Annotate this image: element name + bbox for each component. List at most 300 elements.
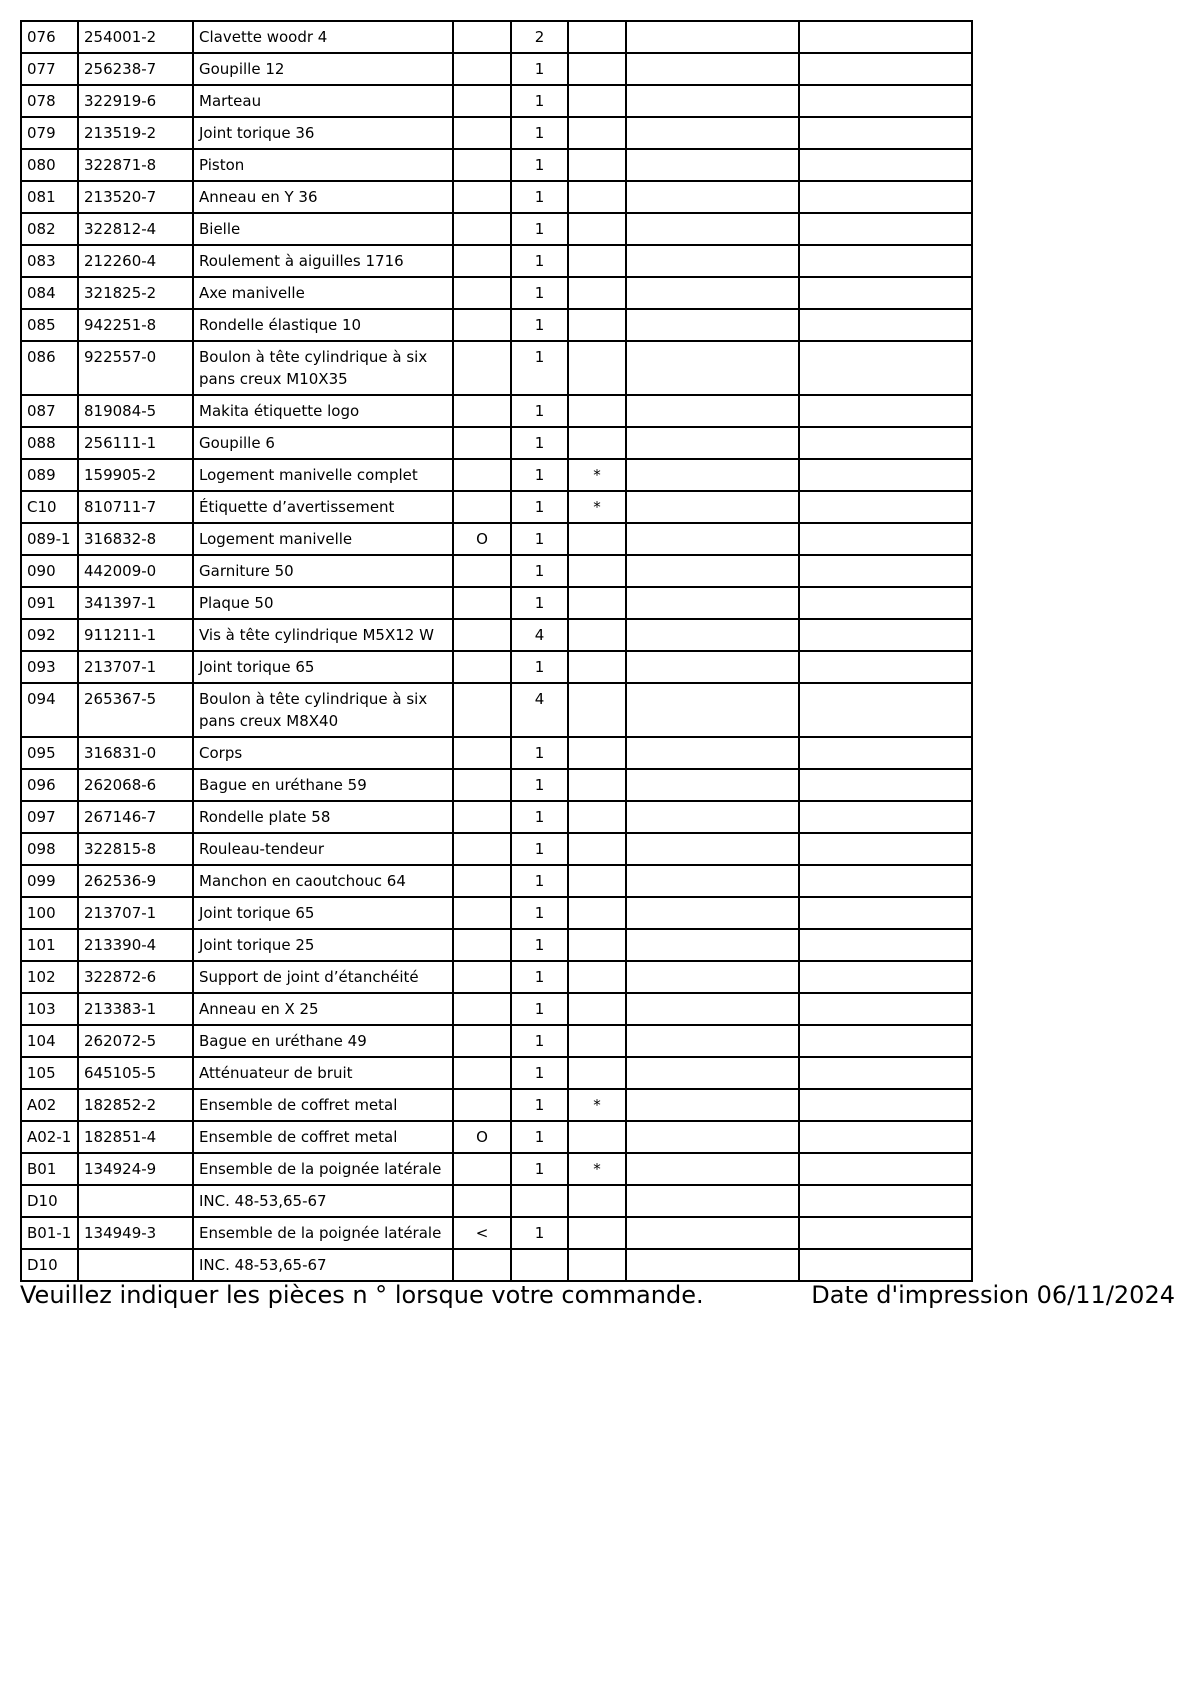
cell-empty [626,117,799,149]
cell-quantity: 1 [511,85,568,117]
parts-table-body [21,21,972,1281]
cell-note [568,555,626,587]
cell-empty [799,149,972,181]
cell-note [568,85,626,117]
cell-empty [799,737,972,769]
table-row [21,897,972,929]
cell-quantity: 4 [511,619,568,651]
cell-empty [626,1025,799,1057]
cell-quantity: 1 [511,1025,568,1057]
cell-empty [799,341,972,395]
cell-quantity: 1 [511,395,568,427]
cell-empty [626,245,799,277]
cell-description: Rondelle plate 58 [193,801,453,833]
cell-empty [626,277,799,309]
table-row [21,619,972,651]
cell-empty [799,491,972,523]
cell-part-number: 213383-1 [78,993,193,1025]
cell-item-no: 101 [21,929,78,961]
cell-note [568,309,626,341]
cell-empty [626,1121,799,1153]
cell-note [568,149,626,181]
cell-item-no: 104 [21,1025,78,1057]
table-row [21,929,972,961]
cell-description: Bague en uréthane 59 [193,769,453,801]
cell-empty [799,929,972,961]
cell-quantity [511,1249,568,1281]
cell-item-no: 083 [21,245,78,277]
cell-item-no: 081 [21,181,78,213]
cell-mark [453,181,511,213]
cell-empty [799,1249,972,1281]
cell-part-number: 134924-9 [78,1153,193,1185]
cell-description: Étiquette d’avertissement [193,491,453,523]
table-row [21,1217,972,1249]
cell-quantity: 1 [511,833,568,865]
cell-empty [799,117,972,149]
cell-empty [799,897,972,929]
cell-quantity: 1 [511,769,568,801]
cell-note [568,961,626,993]
cell-mark [453,459,511,491]
cell-part-number: 262068-6 [78,769,193,801]
parts-table [20,20,973,1282]
cell-empty [799,523,972,555]
cell-empty [799,213,972,245]
cell-empty [626,865,799,897]
cell-item-no: 079 [21,117,78,149]
footer-print-date: Date d'impression 06/11/2024 [811,1281,1175,1309]
cell-part-number: 182852-2 [78,1089,193,1121]
cell-item-no: 098 [21,833,78,865]
cell-note [568,651,626,683]
cell-item-no: 105 [21,1057,78,1089]
table-row [21,769,972,801]
table-row [21,801,972,833]
cell-quantity: 4 [511,683,568,737]
cell-mark [453,117,511,149]
cell-part-number: 213707-1 [78,897,193,929]
cell-note [568,993,626,1025]
cell-empty [626,459,799,491]
cell-item-no: A02 [21,1089,78,1121]
cell-quantity [511,1185,568,1217]
cell-empty [799,833,972,865]
cell-empty [626,523,799,555]
cell-note [568,1217,626,1249]
cell-part-number: 182851-4 [78,1121,193,1153]
cell-description: Ensemble de la poignée latérale [193,1217,453,1249]
cell-quantity: 1 [511,491,568,523]
cell-quantity: 1 [511,277,568,309]
cell-mark [453,1185,511,1217]
cell-part-number: 819084-5 [78,395,193,427]
cell-part-number [78,1185,193,1217]
cell-empty [799,1185,972,1217]
cell-empty [799,21,972,53]
cell-note: * [568,459,626,491]
table-row [21,993,972,1025]
cell-mark [453,555,511,587]
cell-mark [453,801,511,833]
cell-note [568,427,626,459]
cell-empty [626,929,799,961]
cell-empty [799,651,972,683]
table-row [21,277,972,309]
cell-empty [626,619,799,651]
cell-description: Rondelle élastique 10 [193,309,453,341]
cell-item-no: B01 [21,1153,78,1185]
cell-empty [626,993,799,1025]
cell-description: Atténuateur de bruit [193,1057,453,1089]
cell-part-number: 322815-8 [78,833,193,865]
cell-mark [453,833,511,865]
cell-note [568,395,626,427]
cell-note [568,213,626,245]
cell-empty [626,1217,799,1249]
cell-part-number: 213390-4 [78,929,193,961]
table-row [21,1185,972,1217]
cell-quantity: 1 [511,993,568,1025]
cell-part-number: 212260-4 [78,245,193,277]
table-row [21,1089,972,1121]
cell-description: Roulement à aiguilles 1716 [193,245,453,277]
cell-note [568,619,626,651]
cell-note [568,181,626,213]
cell-quantity: 1 [511,181,568,213]
cell-item-no: 095 [21,737,78,769]
cell-empty [626,897,799,929]
cell-part-number [78,1249,193,1281]
cell-mark [453,769,511,801]
cell-description: Manchon en caoutchouc 64 [193,865,453,897]
cell-description: Corps [193,737,453,769]
cell-quantity: 1 [511,245,568,277]
cell-mark [453,993,511,1025]
cell-item-no: 089 [21,459,78,491]
cell-part-number: 942251-8 [78,309,193,341]
cell-note: * [568,491,626,523]
cell-mark [453,1057,511,1089]
cell-mark [453,587,511,619]
cell-quantity: 1 [511,961,568,993]
cell-part-number: 911211-1 [78,619,193,651]
cell-description: Ensemble de coffret metal [193,1089,453,1121]
cell-item-no: D10 [21,1185,78,1217]
table-row [21,1025,972,1057]
cell-part-number: 265367-5 [78,683,193,737]
cell-note [568,1249,626,1281]
cell-empty [799,1057,972,1089]
cell-empty [626,149,799,181]
cell-empty [626,395,799,427]
cell-mark [453,865,511,897]
cell-quantity: 1 [511,309,568,341]
cell-part-number: 645105-5 [78,1057,193,1089]
cell-mark [453,683,511,737]
cell-item-no: 077 [21,53,78,85]
table-row [21,1249,972,1281]
cell-description: Goupille 12 [193,53,453,85]
cell-empty [626,427,799,459]
cell-part-number: 316832-8 [78,523,193,555]
cell-item-no: B01-1 [21,1217,78,1249]
cell-part-number: 322812-4 [78,213,193,245]
table-row [21,395,972,427]
cell-mark [453,1153,511,1185]
cell-empty [799,961,972,993]
cell-item-no: 099 [21,865,78,897]
cell-empty [799,801,972,833]
cell-description: Clavette woodr 4 [193,21,453,53]
cell-empty [626,587,799,619]
table-row [21,961,972,993]
cell-quantity: 1 [511,555,568,587]
cell-part-number: 262072-5 [78,1025,193,1057]
cell-quantity: 1 [511,865,568,897]
cell-item-no: 093 [21,651,78,683]
table-row [21,309,972,341]
cell-mark [453,961,511,993]
cell-mark [453,85,511,117]
table-row [21,491,972,523]
cell-quantity: 1 [511,523,568,555]
cell-mark [453,309,511,341]
cell-mark [453,1025,511,1057]
cell-mark [453,53,511,85]
cell-mark: O [453,523,511,555]
cell-mark [453,897,511,929]
cell-empty [626,1249,799,1281]
cell-empty [799,245,972,277]
cell-mark [453,491,511,523]
cell-mark [453,929,511,961]
cell-quantity: 1 [511,1089,568,1121]
cell-item-no: 089-1 [21,523,78,555]
cell-empty [799,1217,972,1249]
cell-empty [626,213,799,245]
table-row [21,117,972,149]
cell-part-number: 322871-8 [78,149,193,181]
cell-mark [453,619,511,651]
cell-quantity: 1 [511,587,568,619]
cell-note [568,1185,626,1217]
table-row [21,181,972,213]
cell-empty [626,833,799,865]
cell-item-no: 092 [21,619,78,651]
cell-part-number: 322872-6 [78,961,193,993]
cell-quantity: 1 [511,929,568,961]
cell-empty [626,769,799,801]
cell-empty [626,85,799,117]
cell-empty [626,555,799,587]
cell-part-number: 922557-0 [78,341,193,395]
cell-item-no: A02-1 [21,1121,78,1153]
cell-empty [799,459,972,491]
cell-part-number: 213520-7 [78,181,193,213]
cell-empty [799,1025,972,1057]
cell-empty [626,1153,799,1185]
cell-note [568,587,626,619]
cell-empty [799,993,972,1025]
cell-mark [453,651,511,683]
cell-item-no: 100 [21,897,78,929]
cell-item-no: 097 [21,801,78,833]
cell-description: Bielle [193,213,453,245]
cell-mark: O [453,1121,511,1153]
cell-empty [626,309,799,341]
cell-description: Logement manivelle [193,523,453,555]
cell-quantity: 1 [511,1217,568,1249]
cell-description: Anneau en X 25 [193,993,453,1025]
cell-empty [626,181,799,213]
cell-description: Rouleau-tendeur [193,833,453,865]
cell-mark [453,427,511,459]
cell-quantity: 2 [511,21,568,53]
table-row [21,523,972,555]
table-row [21,683,972,737]
cell-item-no: 076 [21,21,78,53]
cell-description: Bague en uréthane 49 [193,1025,453,1057]
cell-part-number: 442009-0 [78,555,193,587]
cell-quantity: 1 [511,737,568,769]
cell-note [568,865,626,897]
cell-part-number: 321825-2 [78,277,193,309]
cell-mark [453,213,511,245]
cell-part-number: 134949-3 [78,1217,193,1249]
cell-mark [453,341,511,395]
cell-note [568,1121,626,1153]
cell-description: Anneau en Y 36 [193,181,453,213]
cell-part-number: 267146-7 [78,801,193,833]
cell-item-no: 078 [21,85,78,117]
cell-empty [626,801,799,833]
cell-empty [799,181,972,213]
cell-mark [453,21,511,53]
cell-part-number: 254001-2 [78,21,193,53]
cell-item-no: 085 [21,309,78,341]
cell-empty [799,1153,972,1185]
cell-empty [799,683,972,737]
cell-empty [626,491,799,523]
table-row [21,1121,972,1153]
cell-description: Joint torique 65 [193,651,453,683]
cell-note: * [568,1089,626,1121]
table-row [21,865,972,897]
cell-note [568,737,626,769]
cell-note [568,833,626,865]
table-row [21,341,972,395]
cell-description: Ensemble de coffret metal [193,1121,453,1153]
cell-empty [799,769,972,801]
cell-part-number: 322919-6 [78,85,193,117]
cell-description: Marteau [193,85,453,117]
cell-note: * [568,1153,626,1185]
cell-part-number: 810711-7 [78,491,193,523]
cell-description: Joint torique 36 [193,117,453,149]
cell-item-no: 087 [21,395,78,427]
cell-note [568,897,626,929]
cell-note [568,1057,626,1089]
table-row [21,555,972,587]
table-row [21,587,972,619]
cell-description: INC. 48-53,65-67 [193,1185,453,1217]
cell-empty [799,1121,972,1153]
cell-description: Makita étiquette logo [193,395,453,427]
cell-description: Ensemble de la poignée latérale [193,1153,453,1185]
cell-quantity: 1 [511,213,568,245]
cell-empty [799,427,972,459]
cell-quantity: 1 [511,1153,568,1185]
cell-quantity: 1 [511,1121,568,1153]
cell-part-number: 316831-0 [78,737,193,769]
cell-note [568,683,626,737]
cell-empty [626,21,799,53]
table-row [21,245,972,277]
table-row [21,21,972,53]
cell-empty [626,53,799,85]
cell-note [568,53,626,85]
cell-item-no: 096 [21,769,78,801]
cell-description: Axe manivelle [193,277,453,309]
cell-empty [799,619,972,651]
cell-quantity: 1 [511,117,568,149]
cell-description: Support de joint d’étanchéité [193,961,453,993]
cell-description: INC. 48-53,65-67 [193,1249,453,1281]
table-row [21,213,972,245]
cell-description: Boulon à tête cylindrique à six pans creux M8X40 [193,683,453,737]
cell-empty [626,341,799,395]
cell-note [568,523,626,555]
table-row [21,149,972,181]
cell-mark [453,245,511,277]
cell-item-no: 086 [21,341,78,395]
cell-part-number: 341397-1 [78,587,193,619]
cell-item-no: D10 [21,1249,78,1281]
cell-empty [799,1089,972,1121]
cell-item-no: 103 [21,993,78,1025]
cell-empty [626,651,799,683]
cell-note [568,117,626,149]
table-row [21,1153,972,1185]
cell-mark [453,149,511,181]
table-row [21,737,972,769]
cell-empty [626,683,799,737]
cell-description: Joint torique 65 [193,897,453,929]
cell-empty [799,555,972,587]
cell-quantity: 1 [511,897,568,929]
cell-item-no: 090 [21,555,78,587]
cell-item-no: 094 [21,683,78,737]
cell-note [568,1025,626,1057]
cell-note [568,801,626,833]
cell-description: Goupille 6 [193,427,453,459]
cell-note [568,245,626,277]
cell-empty [626,1057,799,1089]
cell-note [568,769,626,801]
cell-quantity: 1 [511,427,568,459]
cell-note [568,929,626,961]
cell-empty [799,309,972,341]
table-row [21,459,972,491]
table-row [21,1057,972,1089]
cell-part-number: 262536-9 [78,865,193,897]
cell-mark [453,737,511,769]
cell-empty [799,587,972,619]
table-row [21,53,972,85]
cell-mark [453,1089,511,1121]
cell-mark: < [453,1217,511,1249]
